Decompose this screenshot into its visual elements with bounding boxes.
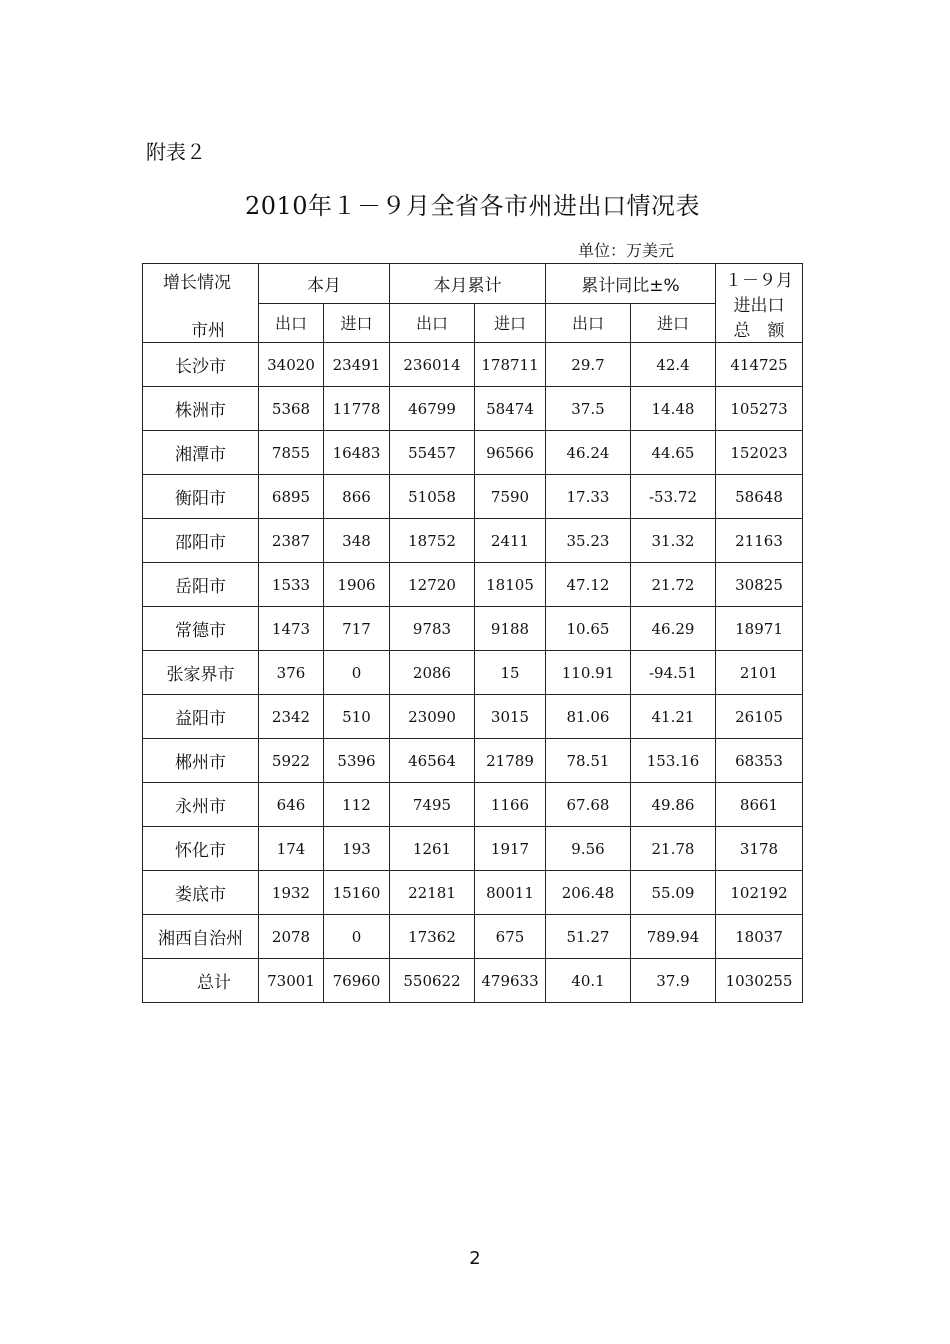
value-cell: 675 xyxy=(475,915,546,959)
value-cell: 717 xyxy=(324,607,390,651)
value-cell: 11778 xyxy=(324,387,390,431)
city-cell: 岳阳市 xyxy=(143,563,259,607)
table-row xyxy=(143,915,803,959)
value-cell: 2101 xyxy=(716,651,803,695)
value-cell: 112 xyxy=(324,783,390,827)
table-row xyxy=(143,827,803,871)
value-cell: 1261 xyxy=(390,827,475,871)
value-cell: 646 xyxy=(259,783,324,827)
value-cell: 102192 xyxy=(716,871,803,915)
value-cell: 51.27 xyxy=(546,915,631,959)
value-cell: 2078 xyxy=(259,915,324,959)
value-cell: 2086 xyxy=(390,651,475,695)
value-cell: 42.4 xyxy=(631,343,716,387)
value-cell: 51058 xyxy=(390,475,475,519)
total-header-line3: 总 额 xyxy=(733,320,785,341)
value-cell: 193 xyxy=(324,827,390,871)
value-cell: 206.48 xyxy=(546,871,631,915)
value-cell: 40.1 xyxy=(546,959,631,1003)
value-cell: 15160 xyxy=(324,871,390,915)
title-text: 年１－９月全省各市州进出口情况表 xyxy=(308,192,701,220)
value-cell: 18105 xyxy=(475,563,546,607)
value-cell: 152023 xyxy=(716,431,803,475)
value-cell: 78.51 xyxy=(546,739,631,783)
value-cell: 76960 xyxy=(324,959,390,1003)
value-cell: 55.09 xyxy=(631,871,716,915)
table-row xyxy=(143,387,803,431)
value-cell: 30825 xyxy=(716,563,803,607)
value-cell: 110.91 xyxy=(546,651,631,695)
value-cell: 510 xyxy=(324,695,390,739)
value-cell: 414725 xyxy=(716,343,803,387)
value-cell: 866 xyxy=(324,475,390,519)
value-cell: 37.9 xyxy=(631,959,716,1003)
table-row xyxy=(143,431,803,475)
value-cell: 9188 xyxy=(475,607,546,651)
value-cell: 0 xyxy=(324,915,390,959)
table-row-total xyxy=(143,959,803,1003)
value-cell: 1932 xyxy=(259,871,324,915)
value-cell: 1906 xyxy=(324,563,390,607)
subheader-export: 出口 xyxy=(259,303,324,343)
value-cell: 5368 xyxy=(259,387,324,431)
table-row xyxy=(143,475,803,519)
value-cell: 41.21 xyxy=(631,695,716,739)
value-cell: 47.12 xyxy=(546,563,631,607)
value-cell: 7495 xyxy=(390,783,475,827)
group-header-cumulative: 本月累计 xyxy=(390,264,546,304)
value-cell: 96566 xyxy=(475,431,546,475)
city-cell: 益阳市 xyxy=(143,695,259,739)
value-cell: 46.29 xyxy=(631,607,716,651)
value-cell: 26105 xyxy=(716,695,803,739)
value-cell: 55457 xyxy=(390,431,475,475)
table-row xyxy=(143,695,803,739)
value-cell: 18971 xyxy=(716,607,803,651)
city-cell: 邵阳市 xyxy=(143,519,259,563)
city-cell: 湘潭市 xyxy=(143,431,259,475)
value-cell: 23491 xyxy=(324,343,390,387)
value-cell: 1473 xyxy=(259,607,324,651)
value-cell: 21789 xyxy=(475,739,546,783)
total-header-line2: 进出口 xyxy=(733,295,785,316)
value-cell: 2342 xyxy=(259,695,324,739)
value-cell: 789.94 xyxy=(631,915,716,959)
subheader-export: 出口 xyxy=(390,303,475,343)
value-cell: 21.72 xyxy=(631,563,716,607)
city-cell: 郴州市 xyxy=(143,739,259,783)
subheader-export: 出口 xyxy=(546,303,631,343)
value-cell: 23090 xyxy=(390,695,475,739)
value-cell: 9.56 xyxy=(546,827,631,871)
city-cell: 湘西自治州 xyxy=(143,915,259,959)
value-cell: 68353 xyxy=(716,739,803,783)
city-cell: 娄底市 xyxy=(143,871,259,915)
value-cell: 5922 xyxy=(259,739,324,783)
value-cell: 8661 xyxy=(716,783,803,827)
value-cell: 35.23 xyxy=(546,519,631,563)
value-cell: 31.32 xyxy=(631,519,716,563)
city-cell: 永州市 xyxy=(143,783,259,827)
unit-label: 单位：万美元 xyxy=(578,241,675,260)
value-cell: 1533 xyxy=(259,563,324,607)
value-cell: 34020 xyxy=(259,343,324,387)
header-row-top xyxy=(143,264,803,304)
value-cell: 2411 xyxy=(475,519,546,563)
city-cell: 怀化市 xyxy=(143,827,259,871)
city-cell: 长沙市 xyxy=(143,343,259,387)
value-cell: 153.16 xyxy=(631,739,716,783)
value-cell: -53.72 xyxy=(631,475,716,519)
value-cell: 0 xyxy=(324,651,390,695)
table-row xyxy=(143,343,803,387)
value-cell: 22181 xyxy=(390,871,475,915)
corner-header-cell xyxy=(143,264,259,343)
value-cell: 15 xyxy=(475,651,546,695)
corner-top-label: 增长情况 xyxy=(163,273,231,293)
value-cell: 21163 xyxy=(716,519,803,563)
value-cell: 1030255 xyxy=(716,959,803,1003)
group-header-yoy: 累计同比±% xyxy=(546,264,716,304)
value-cell: 7590 xyxy=(475,475,546,519)
value-cell: 10.65 xyxy=(546,607,631,651)
value-cell: 16483 xyxy=(324,431,390,475)
value-cell: 105273 xyxy=(716,387,803,431)
value-cell: 81.06 xyxy=(546,695,631,739)
city-cell: 总计 xyxy=(143,959,259,1003)
table-row xyxy=(143,519,803,563)
value-cell: 21.78 xyxy=(631,827,716,871)
table-row xyxy=(143,783,803,827)
value-cell: 44.65 xyxy=(631,431,716,475)
value-cell: 73001 xyxy=(259,959,324,1003)
value-cell: 12720 xyxy=(390,563,475,607)
value-cell: 479633 xyxy=(475,959,546,1003)
appendix-label: 附表２ xyxy=(146,140,206,164)
value-cell: -94.51 xyxy=(631,651,716,695)
table-row xyxy=(143,739,803,783)
total-header-line1: １－９月 xyxy=(725,270,793,291)
value-cell: 6895 xyxy=(259,475,324,519)
value-cell: 550622 xyxy=(390,959,475,1003)
value-cell: 46799 xyxy=(390,387,475,431)
value-cell: 1917 xyxy=(475,827,546,871)
total-header-cell xyxy=(716,264,803,343)
value-cell: 67.68 xyxy=(546,783,631,827)
table-row xyxy=(143,651,803,695)
city-cell: 株洲市 xyxy=(143,387,259,431)
value-cell: 178711 xyxy=(475,343,546,387)
table-row xyxy=(143,563,803,607)
value-cell: 17.33 xyxy=(546,475,631,519)
value-cell: 2387 xyxy=(259,519,324,563)
corner-bottom-label: 市州 xyxy=(191,321,225,341)
value-cell: 3178 xyxy=(716,827,803,871)
city-cell: 衡阳市 xyxy=(143,475,259,519)
city-cell: 张家界市 xyxy=(143,651,259,695)
value-cell: 1166 xyxy=(475,783,546,827)
value-cell: 46564 xyxy=(390,739,475,783)
value-cell: 17362 xyxy=(390,915,475,959)
value-cell: 376 xyxy=(259,651,324,695)
title-year: 2010 xyxy=(244,192,309,220)
value-cell: 236014 xyxy=(390,343,475,387)
value-cell: 80011 xyxy=(475,871,546,915)
subheader-import: 进口 xyxy=(631,303,716,343)
value-cell: 58648 xyxy=(716,475,803,519)
subheader-import: 进口 xyxy=(475,303,546,343)
trade-table xyxy=(142,263,803,1003)
value-cell: 348 xyxy=(324,519,390,563)
value-cell: 46.24 xyxy=(546,431,631,475)
value-cell: 14.48 xyxy=(631,387,716,431)
value-cell: 58474 xyxy=(475,387,546,431)
page-title xyxy=(0,186,945,221)
value-cell: 29.7 xyxy=(546,343,631,387)
value-cell: 174 xyxy=(259,827,324,871)
table-body xyxy=(143,343,803,1003)
value-cell: 49.86 xyxy=(631,783,716,827)
value-cell: 3015 xyxy=(475,695,546,739)
group-header-month: 本月 xyxy=(259,264,390,304)
page-number: 2 xyxy=(469,1248,481,1269)
table-row xyxy=(143,607,803,651)
table-row xyxy=(143,871,803,915)
value-cell: 18037 xyxy=(716,915,803,959)
value-cell: 5396 xyxy=(324,739,390,783)
value-cell: 18752 xyxy=(390,519,475,563)
value-cell: 7855 xyxy=(259,431,324,475)
subheader-import: 进口 xyxy=(324,303,390,343)
value-cell: 9783 xyxy=(390,607,475,651)
city-cell: 常德市 xyxy=(143,607,259,651)
value-cell: 37.5 xyxy=(546,387,631,431)
